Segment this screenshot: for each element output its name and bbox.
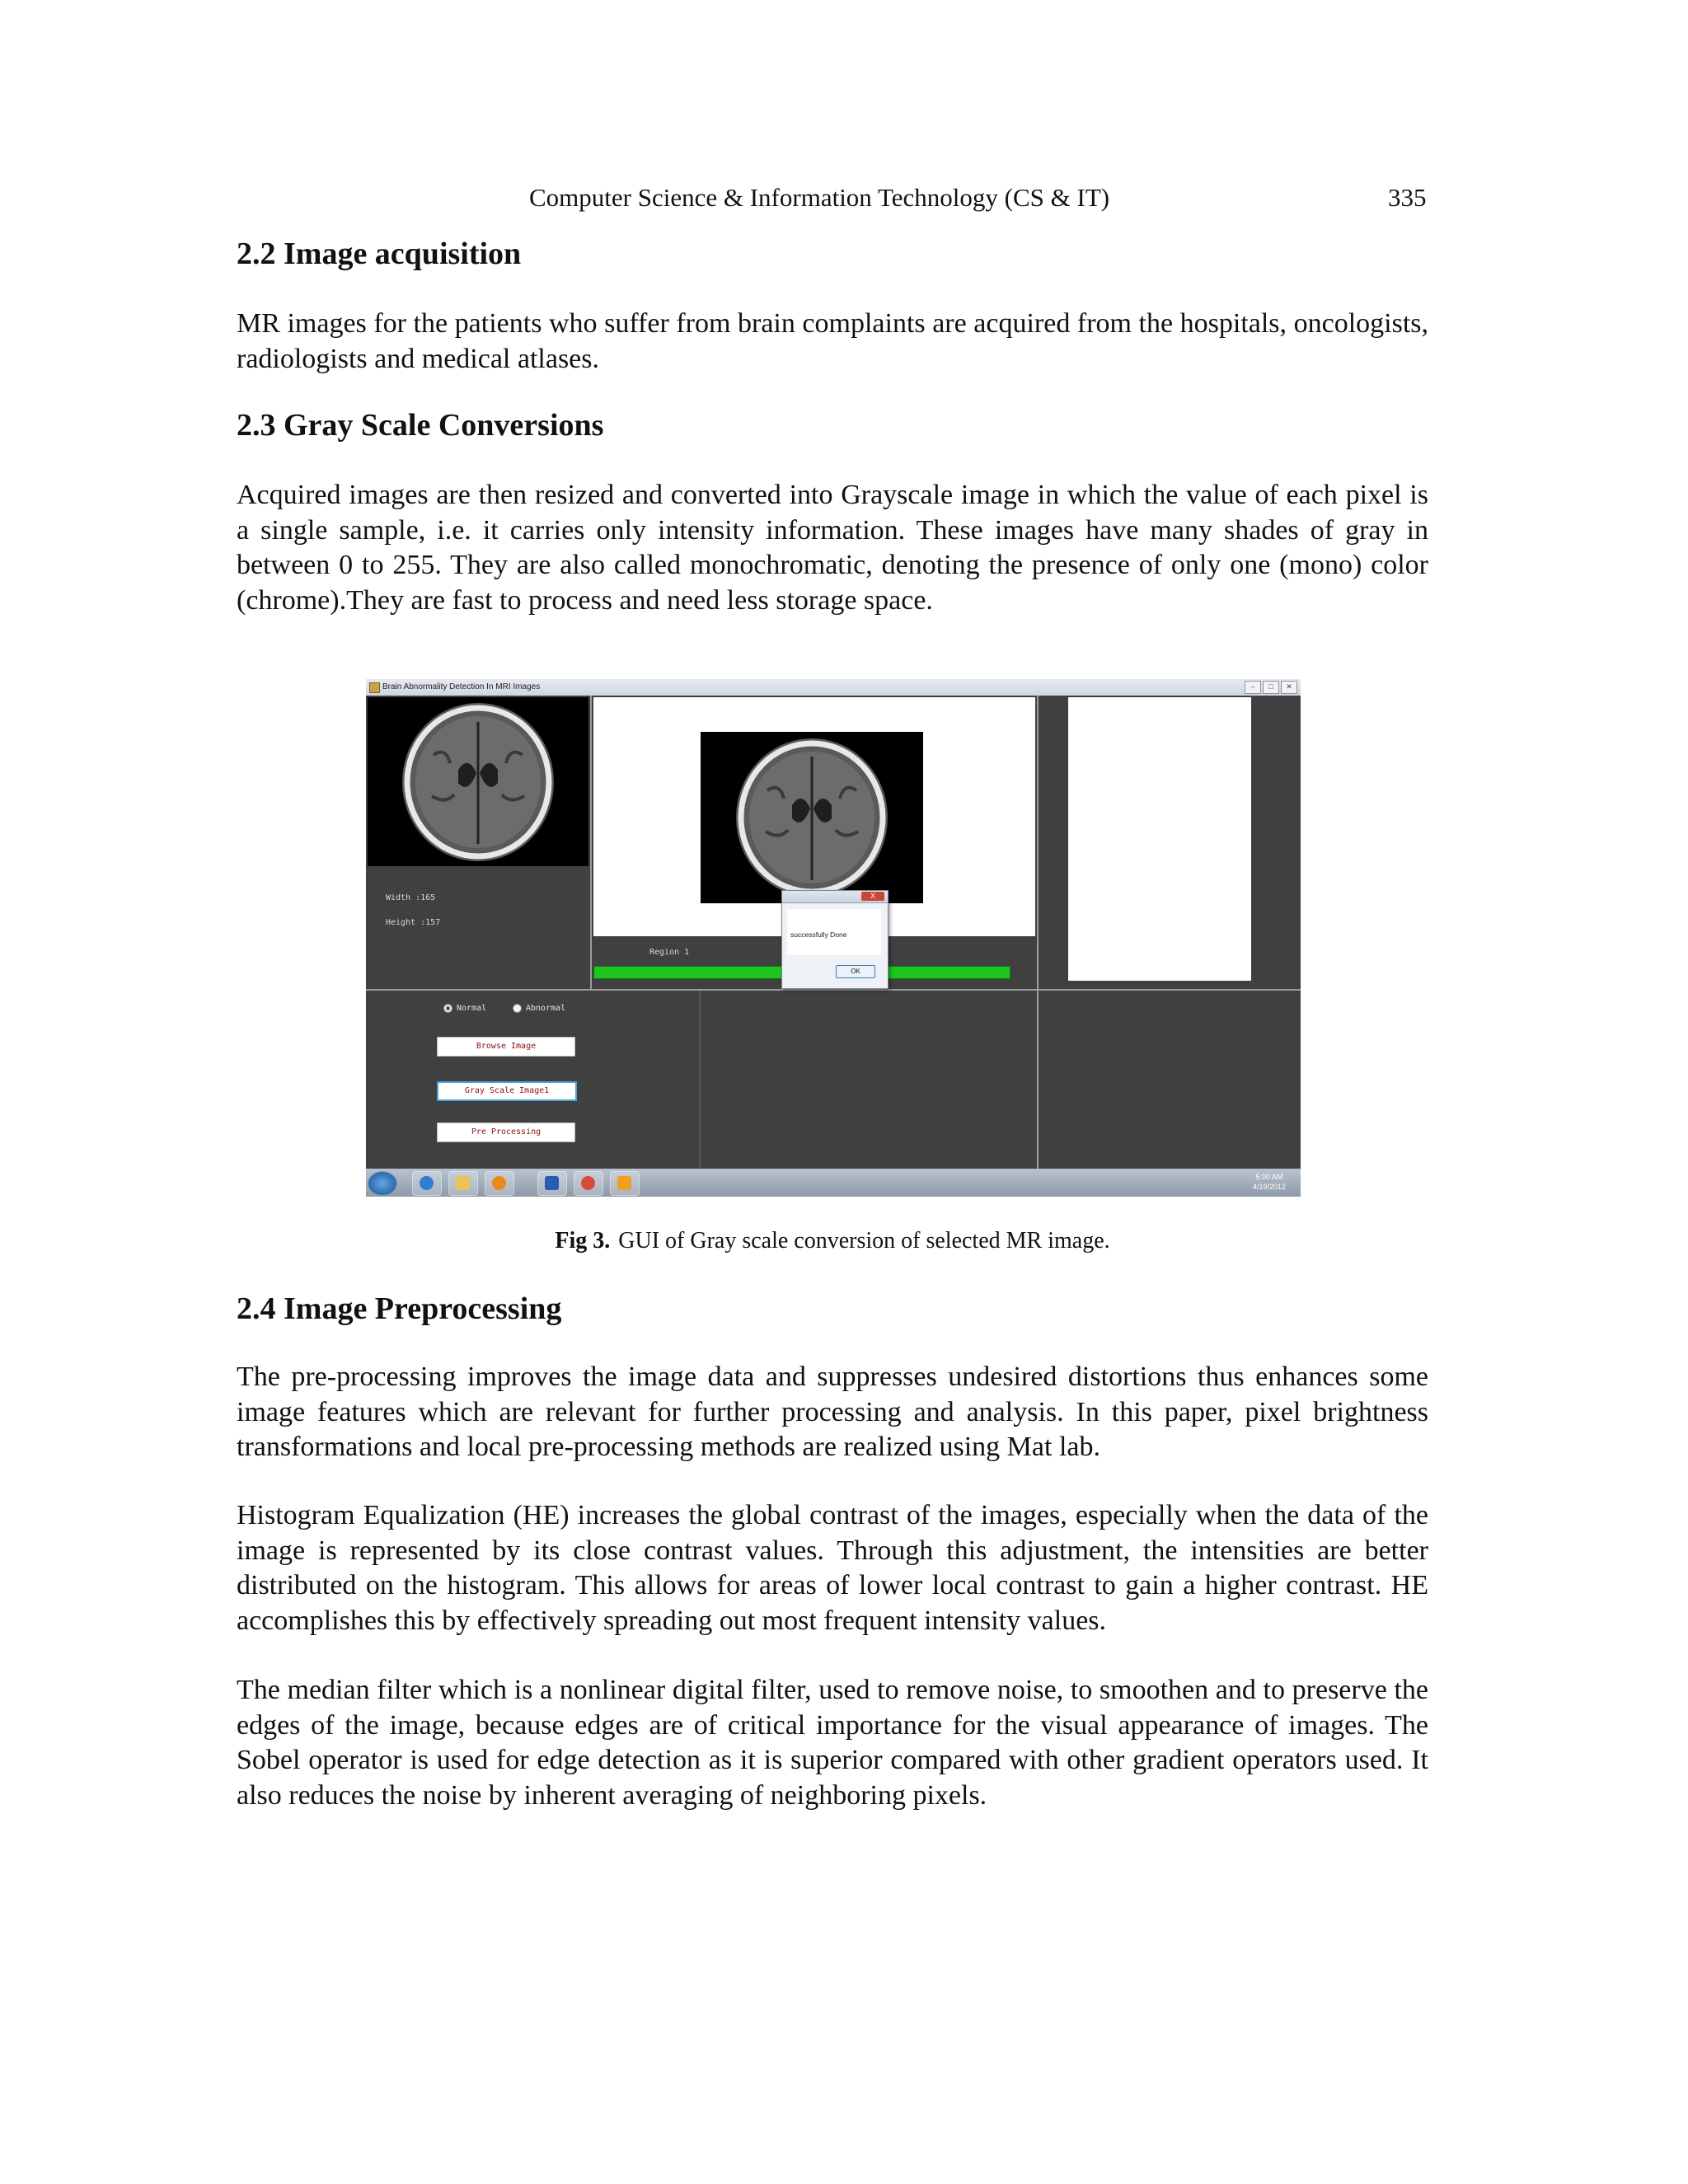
dialog-ok-button[interactable]: OK [836,965,875,978]
caption-label: Fig 3. [555,1228,611,1254]
radio-normal-label: Normal [457,1004,487,1013]
browse-image-button[interactable]: Browse Image [437,1037,575,1057]
radio-normal[interactable] [443,1004,486,1013]
windows-taskbar [366,1169,1301,1197]
bottom-center-pane [701,991,1037,1169]
radio-normal-indicator[interactable] [443,1004,452,1013]
close-icon[interactable]: ✕ [1281,681,1297,694]
window-titlebar [366,679,1301,696]
media-player-icon[interactable] [485,1171,514,1196]
minimize-icon[interactable]: – [1245,681,1261,694]
app-icon [369,682,380,693]
figure-gui-screenshot [366,679,1301,1197]
paragraph-median-filter: The median filter which is a nonlinear digital filter, used to remove noise, to smoothen and to preserve the edges of the image, because edges are of critical importance for the visual appearance of images. The Sobel operator is used for edge detection as it is superior compared with other gradient operators used. It also reduces the noise by inherent averaging of neighboring pixels. [237,1675,1428,1811]
running-header: Computer Science & Information Technology (CS & IT) [529,183,1110,212]
window-title: Brain Abnormality Detection In MRI Images [382,682,541,691]
start-button-icon[interactable] [368,1171,397,1196]
controls-pane [366,991,699,1169]
dialog-titlebar [782,891,888,903]
section-heading-2-2: 2.2 Image acquisition [237,237,522,271]
height-label: Height :157 [386,918,441,927]
section-heading-2-4: 2.4 Image Preprocessing [237,1291,562,1326]
bottom-right-pane [1039,991,1301,1169]
original-mri-image [368,697,588,866]
radio-abnormal-label: Abnormal [526,1004,566,1013]
results-display-area [1068,697,1251,981]
dialog-close-button[interactable]: X [861,892,884,901]
message-dialog [781,890,889,989]
word-document-icon[interactable] [537,1171,567,1196]
width-label: Width :165 [386,893,436,902]
radio-abnormal[interactable] [513,1004,565,1013]
region-label: Region 1 [649,948,690,957]
paragraph-preprocessing-1: The pre-processing improves the image data and suppresses undesired distortions thus enhances some image features which are relevant for further processing and analysis. In this paper, pixel brightness transformations and local pre-processing methods are realized using Mat lab. [237,1361,1428,1462]
system-clock[interactable] [1253,1172,1286,1192]
paragraph-image-acquisition: MR images for the patients who suffer from brain complaints are acquired from the hospitals, oncologists, radiologists and medical atlases. [237,308,1428,374]
page-number: 335 [1388,183,1427,212]
paint-icon[interactable] [574,1171,603,1196]
matlab-window-icon[interactable] [610,1171,640,1196]
figure-caption [0,1228,1665,1254]
maximize-icon[interactable]: □ [1263,681,1279,694]
file-explorer-icon[interactable] [448,1171,478,1196]
results-pane [1039,696,1301,989]
caption-text: GUI of Gray scale conversion of selected MR image. [618,1228,1110,1254]
section-heading-2-3: 2.3 Gray Scale Conversions [237,408,604,443]
clock-time: 5:00 AM [1255,1173,1283,1181]
original-image-pane [366,696,590,989]
dialog-message: successfully Done [790,930,847,939]
pre-processing-button[interactable]: Pre Processing [437,1122,575,1142]
grayscale-mri-image [701,732,923,903]
paragraph-gray-scale: Acquired images are then resized and converted into Grayscale image in which the value of each pixel is a single sample, i.e. it carries only intensity information. These images have many shades of gray in between 0 to 255. They are also called monochromatic, denoting the presence of only one (mono) color (chrome).They are fast to process and need less storage space. [237,480,1428,616]
radio-abnormal-indicator[interactable] [513,1004,522,1013]
paragraph-histogram-equalization: Histogram Equalization (HE) increases the global contrast of the images, especially when the data of the image is represented by its close contrast values. Through this adjustment, the intensities are better distributed on the histogram. This allows for areas of lower local contrast to gain a higher contrast. HE accomplishes this by effectively spreading out most frequent intensity values. [237,1500,1428,1636]
clock-date: 4/19/2012 [1252,1183,1286,1191]
internet-explorer-icon[interactable] [412,1171,442,1196]
gray-scale-button[interactable]: Gray Scale Image1 [437,1081,577,1101]
